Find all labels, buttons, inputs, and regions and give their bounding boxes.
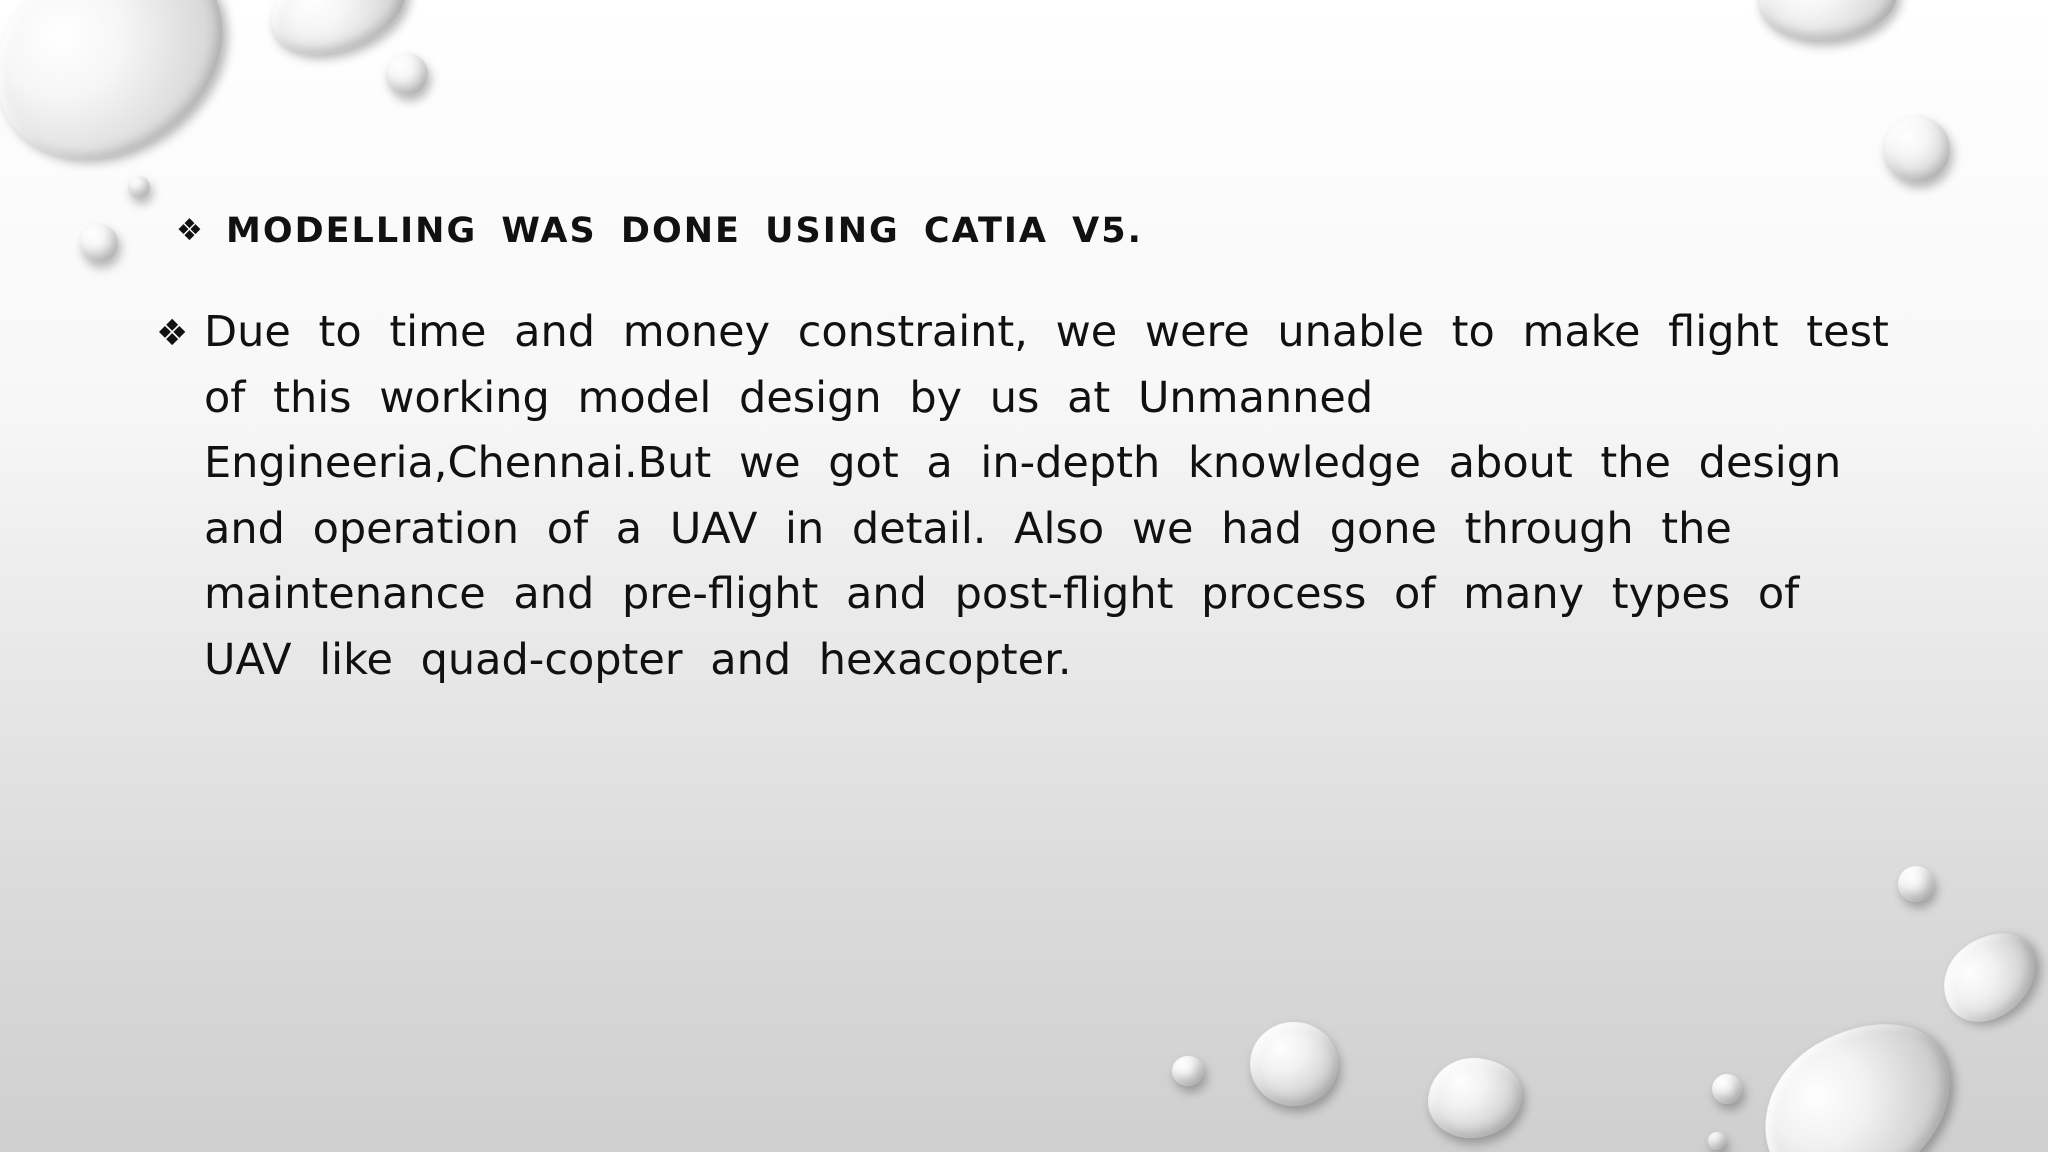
paragraph-line: UAV like quad-copter and hexacopter. [204,634,1072,685]
water-droplet-decoration [1250,1022,1338,1106]
water-droplet-decoration [1898,866,1934,902]
bullet-modelling-text: MODELLING WAS DONE USING CATIA V5. [226,211,1143,251]
water-droplet-decoration [386,53,428,95]
bullet-flight-test-paragraph [204,300,1889,693]
diamond-bullet-icon: ❖ [176,213,203,248]
water-droplet-decoration [1708,1132,1726,1150]
water-droplet-decoration [80,224,118,262]
water-droplet-decoration [1734,992,1982,1152]
water-droplet-decoration [1172,1056,1204,1086]
water-droplet-decoration [0,0,259,192]
water-droplet-decoration [1712,1074,1742,1104]
paragraph-line: Due to time and money constraint, we were unable to make flight test [204,307,1889,357]
diamond-bullet-icon: ❖ [156,313,189,354]
paragraph-line: maintenance and pre-flight and post-flight process of many types of [204,569,1800,619]
water-droplet-decoration [1428,1058,1522,1138]
bullet-modelling [176,205,1876,257]
water-droplet-decoration [1758,0,1898,40]
paragraph-line: of this working model design by us at Unmanned [204,372,1374,423]
bullet-flight-test [156,300,1889,693]
paragraph-line: Engineeria,Chennai.But we got a in-depth knowledge about the design [204,438,1842,488]
water-droplet-decoration [1884,116,1950,182]
water-droplet-decoration [128,176,150,198]
water-droplet-decoration [1927,916,2048,1037]
paragraph-line: and operation of a UAV in detail. Also we had gone through the [204,503,1732,554]
